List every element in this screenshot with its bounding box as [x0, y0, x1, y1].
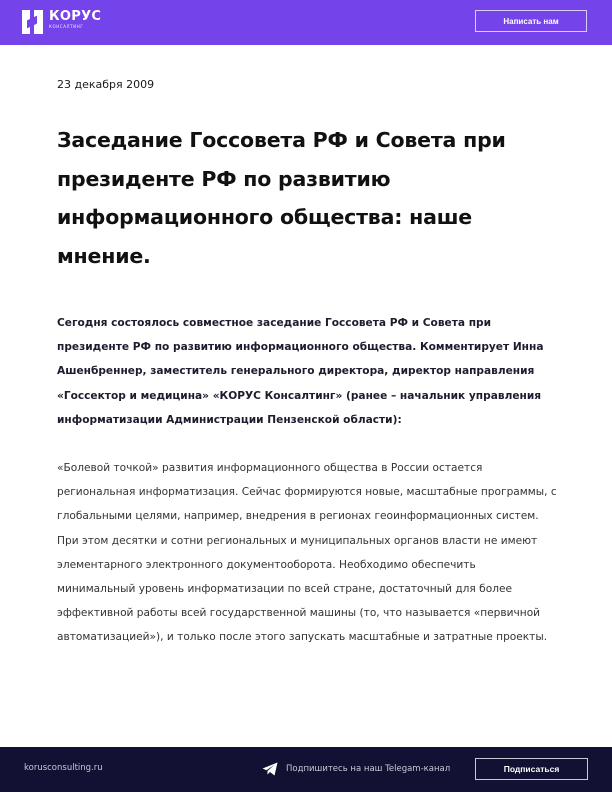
- footer: [0, 747, 612, 792]
- telegram-subscribe-link[interactable]: [262, 762, 450, 776]
- subscribe-button[interactable]: Подписаться: [475, 758, 588, 780]
- korus-logo-icon: [22, 10, 43, 34]
- telegram-text: Подпишитесь на наш Telegam-канал: [286, 764, 451, 774]
- korus-logo[interactable]: [22, 10, 101, 35]
- article-lead: Сегодня состоялось совместное заседание Госсовета РФ и Совета при президенте РФ по развитию информационного общества. Комментирует Инна Ашенбреннер, заместитель генерального директора, директор направления «Госсектор и медицина» «КОРУС Консалтинг» (ранее – начальник управления информатизации Администрации Пензенской области):: [57, 317, 544, 426]
- article-body: «Болевой точкой» развития информационного общества в России остается региональная информатизация. Сейчас формируются новые, масштабные программы, с глобальными целями, например, внедрения в регионах геоинформационных систем. При этом десятки и сотни региональных и муниципальных органов власти не имеют элементарного электронного документооборота. Необходимо обеспечить минимальный уровень информатизации по всей стране, достаточный для более эффективной работы всей государственной машины (то, что называется «первичной автоматизацией»), и только после этого запускать масштабные и затратные проекты.: [57, 462, 557, 644]
- logo-subtitle: КОНСАЛТИНГ: [49, 24, 84, 29]
- telegram-plane-icon: [262, 762, 278, 776]
- top-header: [0, 0, 612, 45]
- site-link[interactable]: korusconsulting.ru: [24, 763, 103, 773]
- write-to-us-button[interactable]: Написать нам: [475, 10, 587, 32]
- article-date: 23 декабря 2009: [57, 78, 155, 91]
- logo-name: КОРУС: [49, 9, 102, 24]
- article-title: Заседание Госсовета РФ и Совета при президенте РФ по развитию информационного общества: наше мнение.: [57, 128, 506, 268]
